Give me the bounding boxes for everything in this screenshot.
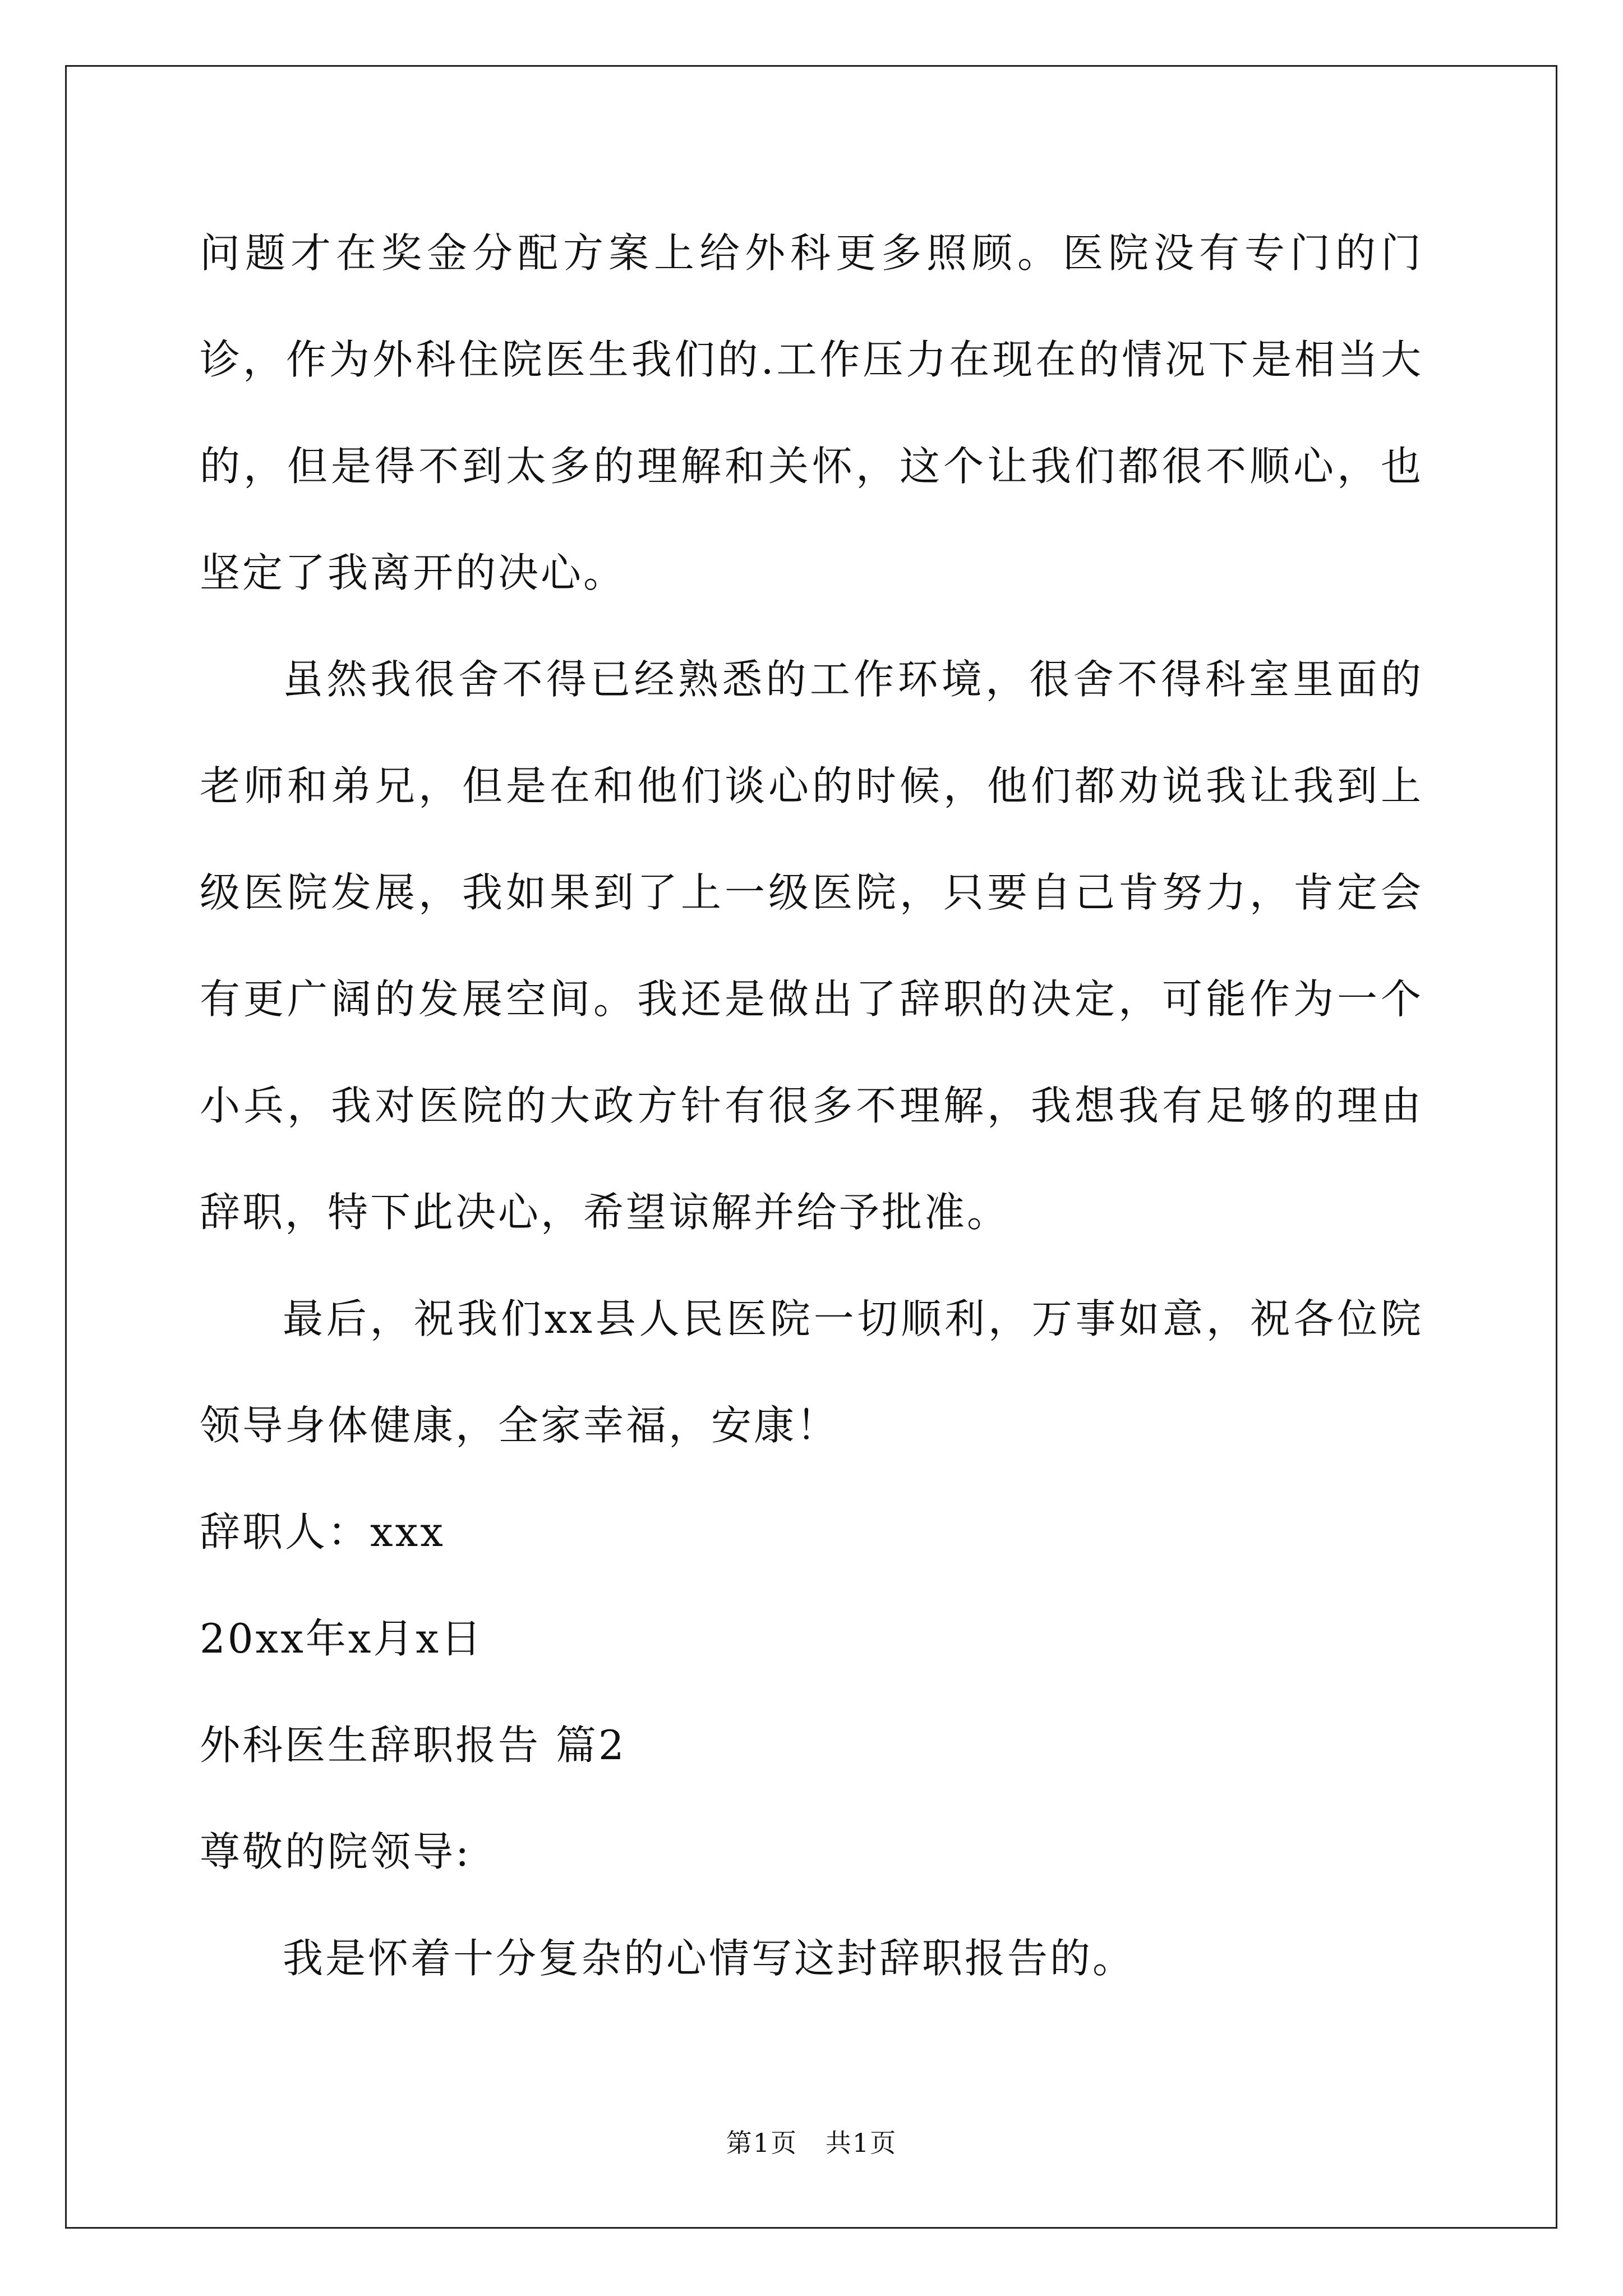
- date-line: 20xx年x月x日: [200, 1615, 484, 1662]
- opening-sentence: 我是怀着十分复杂的心情写这封辞职报告的。: [283, 1935, 1136, 1982]
- paragraph-closing-wishes: 最后，祝我们xx县人民医院一切顺利，万事如意，祝各位院领导身体健康，全家幸福，安康！: [200, 1295, 1423, 1449]
- document-body: [200, 200, 1423, 2012]
- paragraph-continuation: 问题才在奖金分配方案上给外科更多照顾。医院没有专门的门诊，作为外科住院医生我们的.工作压力在现在的情况下是相当大的，但是得不到太多的理解和关怀，这个让我们都很不顺心，也坚定了我离开的决心。: [200, 229, 1423, 596]
- salutation: 尊敬的院领导:: [200, 1828, 472, 1875]
- page-footer: 第1页 共1页: [726, 2128, 897, 2158]
- section-title: 外科医生辞职报告 篇2: [200, 1722, 626, 1769]
- paragraph-reasons: 虽然我很舍不得已经熟悉的工作环境，很舍不得科室里面的老师和弟兄，但是在和他们谈心的时候，他们都劝说我让我到上级医院发展，我如果到了上一级医院，只要自己肯努力，肯定会有更广阔的发展空间。我还是做出了辞职的决定，可能作为一个小兵，我对医院的大政方针有很多不理解，我想我有足够的理由辞职，特下此决心，希望谅解并给予批准。: [200, 656, 1423, 1236]
- signature-line: 辞职人：xxx: [200, 1508, 445, 1556]
